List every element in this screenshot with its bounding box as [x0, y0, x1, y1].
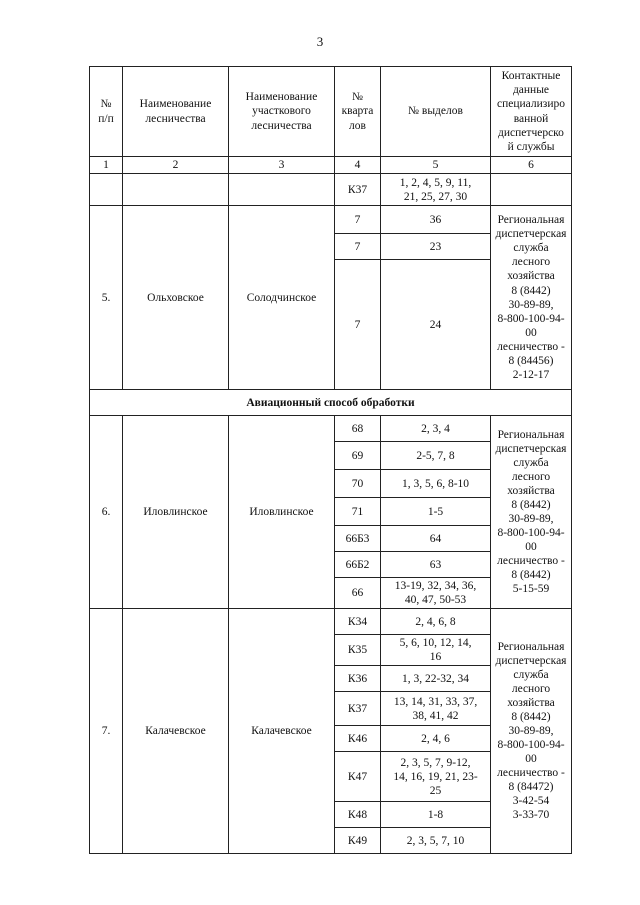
section-row	[90, 390, 572, 416]
table-row	[90, 609, 572, 635]
contact-cell-line: Региональная	[497, 640, 565, 653]
contact-cell-line: 8 (8442)	[511, 499, 551, 512]
contact-cell-line: лесного	[511, 256, 551, 269]
column-number-row	[90, 157, 572, 174]
quarter-cell: 66Б2	[335, 552, 381, 578]
contact-cell-line: 8 (8442)	[511, 284, 551, 297]
contact-cell-line: служба	[513, 242, 549, 255]
contact-cell-line: 8-800-100-94-	[497, 527, 565, 540]
header-forestry	[123, 67, 229, 157]
quarter-cell: 7	[335, 234, 381, 260]
quarter-cell: 69	[335, 442, 381, 470]
contact-cell-line: 30-89-89,	[508, 725, 554, 738]
column-number: 3	[229, 157, 335, 174]
header-num-line: п/п	[98, 112, 114, 125]
allotments-cell-line: 40, 47, 50-53	[404, 594, 467, 607]
contact-cell-line: лесного	[511, 683, 551, 695]
allotments-cell-line: 13-19, 32, 34, 36,	[394, 580, 477, 593]
quarter-cell: К34	[335, 609, 381, 635]
quarter-cell: 71	[335, 498, 381, 526]
district-name-cell: Солодчинское	[229, 206, 335, 390]
allotments-cell-line: 36	[429, 213, 442, 226]
allotments-cell	[381, 416, 491, 442]
contact-cell-line: лесничество -	[497, 767, 565, 780]
forestry-name-cell: Калачевское	[123, 609, 229, 854]
contact-cell-line: 8 (8442)	[511, 711, 551, 724]
allotments-cell	[381, 609, 491, 635]
contact-cell-line: Региональная	[497, 214, 565, 227]
quarter-cell: К47	[335, 752, 381, 802]
allotments-cell-line: 2, 3, 5, 7, 9-12,	[400, 756, 471, 769]
allotments-cell	[381, 260, 491, 390]
allotments-cell-line: 1, 2, 4, 5, 9, 11,	[399, 176, 472, 189]
quarter-cell: 7	[335, 260, 381, 390]
allotments-cell-line: 64	[429, 532, 442, 545]
allotments-cell-line: 1, 3, 22-32, 34	[401, 672, 470, 685]
allotments-cell-line: 1, 3, 5, 6, 8-10	[401, 477, 470, 490]
header-row	[90, 67, 572, 157]
header-forestry-line: лесничества	[145, 112, 206, 125]
contact-cell-line: лесного	[511, 470, 551, 483]
allotments-cell-line: 2-5, 7, 8	[416, 449, 455, 462]
contact-cell-line: диспетчерская	[495, 654, 567, 667]
header-quarter-line: №	[352, 91, 363, 104]
allotments-cell	[381, 692, 491, 726]
contact-cell-line: диспетчерская	[495, 442, 567, 455]
contact-cell	[491, 416, 572, 609]
contact-cell-line: лесничество -	[497, 555, 565, 568]
allotments-cell-line: 13, 14, 31, 33, 37,	[393, 695, 478, 708]
allotments-cell-line: 1-8	[427, 808, 444, 821]
contact-cell-line: 3-33-70	[512, 809, 550, 822]
allotments-cell-line: 23	[429, 240, 442, 253]
contact-cell-line: 30-89-89,	[508, 513, 554, 526]
quarter-cell: 66	[335, 578, 381, 609]
quarter-cell: 66Б3	[335, 526, 381, 552]
contact-cell-line: служба	[513, 668, 549, 681]
contact-cell-line: Региональная	[497, 428, 565, 441]
header-district	[229, 67, 335, 157]
contact-cell-line: 8-800-100-94-	[497, 312, 565, 325]
header-contacts-line: й службы	[507, 140, 555, 153]
allotments-cell-line: 25	[429, 784, 442, 797]
allotments-cell	[381, 498, 491, 526]
allotments-cell	[381, 752, 491, 802]
empty-cell	[491, 174, 572, 206]
contact-cell-line: хозяйства	[507, 697, 555, 710]
allotments-cell-line: 16	[429, 651, 442, 664]
allotments-cell	[381, 552, 491, 578]
allotments-cell-line: 63	[429, 558, 442, 571]
header-quarter-line: кварта	[341, 105, 374, 118]
table-row	[90, 174, 572, 206]
contact-cell-line: хозяйства	[507, 270, 555, 283]
quarter-cell: К48	[335, 802, 381, 828]
header-contacts	[491, 67, 572, 157]
header-quarter-line: лов	[349, 119, 366, 132]
contact-cell-line: 00	[525, 753, 537, 766]
header-contacts-line: данные	[512, 84, 550, 97]
empty-cell	[229, 174, 335, 206]
contact-cell-line: хозяйства	[507, 485, 555, 497]
allotments-cell-line: 24	[429, 318, 442, 331]
allotments-cell	[381, 174, 491, 206]
header-num-line: №	[100, 98, 112, 111]
forestry-table	[89, 66, 572, 854]
contact-cell	[491, 609, 572, 854]
contact-cell-line: лесничество -	[497, 340, 565, 353]
quarter-cell: К46	[335, 726, 381, 752]
contact-cell-line: 8-800-100-94-	[497, 739, 565, 752]
quarter-cell: 70	[335, 470, 381, 498]
header-district-line: лесничества	[251, 119, 312, 132]
column-number: 5	[381, 157, 491, 174]
allotments-cell-line: 14, 16, 19, 21, 23-	[393, 770, 478, 783]
header-district-line: участкового	[252, 105, 311, 118]
contact-cell-line: 8 (8442)	[511, 569, 551, 582]
quarter-cell: К35	[335, 635, 381, 666]
empty-cell	[90, 174, 123, 206]
header-num	[90, 67, 123, 157]
contact-cell-line: 5-15-59	[512, 583, 550, 596]
allotments-cell-line: 2, 4, 6	[421, 732, 450, 745]
section-title: Авиационный способ обработки	[90, 390, 572, 416]
table-row	[90, 206, 572, 234]
contact-cell-line: 00	[525, 326, 537, 339]
header-quarter	[335, 67, 381, 157]
contact-cell-line: 2-12-17	[512, 368, 550, 381]
allotments-cell	[381, 635, 491, 666]
allotments-cell	[381, 828, 491, 854]
allotments-cell	[381, 442, 491, 470]
header-contacts-line: специализиро	[497, 98, 565, 111]
quarter-cell: К37	[335, 174, 381, 206]
page-number: 3	[316, 34, 324, 49]
allotments-cell	[381, 666, 491, 692]
contact-cell-line: служба	[513, 456, 549, 469]
allotments-cell	[381, 726, 491, 752]
quarter-cell: К37	[335, 692, 381, 726]
allotments-cell-line: 21, 25, 27, 30	[403, 190, 468, 203]
forestry-name-cell: Иловлинское	[123, 416, 229, 609]
empty-cell	[123, 174, 229, 206]
allotments-cell	[381, 470, 491, 498]
contact-cell-line: 3-42-54	[512, 795, 550, 808]
allotments-cell	[381, 526, 491, 552]
allotments-cell-line: 5, 6, 10, 12, 14,	[399, 637, 472, 650]
allotments-cell	[381, 802, 491, 828]
allotments-cell	[381, 578, 491, 609]
forestry-name-cell: Ольховское	[123, 206, 229, 390]
quarter-cell: 68	[335, 416, 381, 442]
contact-cell-line: диспетчерская	[495, 228, 567, 241]
row-number-cell: 7.	[90, 609, 123, 854]
row-number-cell: 6.	[90, 416, 123, 609]
district-name-cell: Калачевское	[229, 609, 335, 854]
column-number: 4	[335, 157, 381, 174]
allotments-cell-line: 2, 3, 5, 7, 10	[406, 834, 465, 847]
table-row	[90, 416, 572, 442]
header-allotments: № выделов	[381, 67, 491, 157]
allotments-cell-line: 2, 3, 4	[421, 422, 450, 435]
column-number: 2	[123, 157, 229, 174]
column-number: 1	[90, 157, 123, 174]
allotments-cell-line: 2, 4, 6, 8	[415, 615, 456, 628]
header-contacts-line: диспетчерско	[498, 126, 564, 139]
contact-cell-line: 00	[525, 541, 537, 554]
header-contacts-line: ванной	[513, 112, 549, 125]
quarter-cell: К49	[335, 828, 381, 854]
header-contacts-line: Контактные	[501, 70, 561, 83]
district-name-cell: Иловлинское	[229, 416, 335, 609]
contact-cell-line: 8 (84456)	[508, 354, 554, 367]
contact-cell	[491, 206, 572, 390]
column-number: 6	[491, 157, 572, 174]
row-number-cell: 5.	[90, 206, 123, 390]
allotments-cell	[381, 234, 491, 260]
contact-cell-line: 30-89-89,	[508, 298, 554, 311]
header-district-line: Наименование	[245, 91, 318, 104]
quarter-cell: К36	[335, 666, 381, 692]
allotments-cell	[381, 206, 491, 234]
contact-cell-line: 8 (84472)	[508, 781, 554, 794]
allotments-cell-line: 1-5	[427, 505, 444, 518]
header-forestry-line: Наименование	[139, 98, 212, 111]
allotments-cell-line: 38, 41, 42	[412, 709, 459, 722]
quarter-cell: 7	[335, 206, 381, 234]
